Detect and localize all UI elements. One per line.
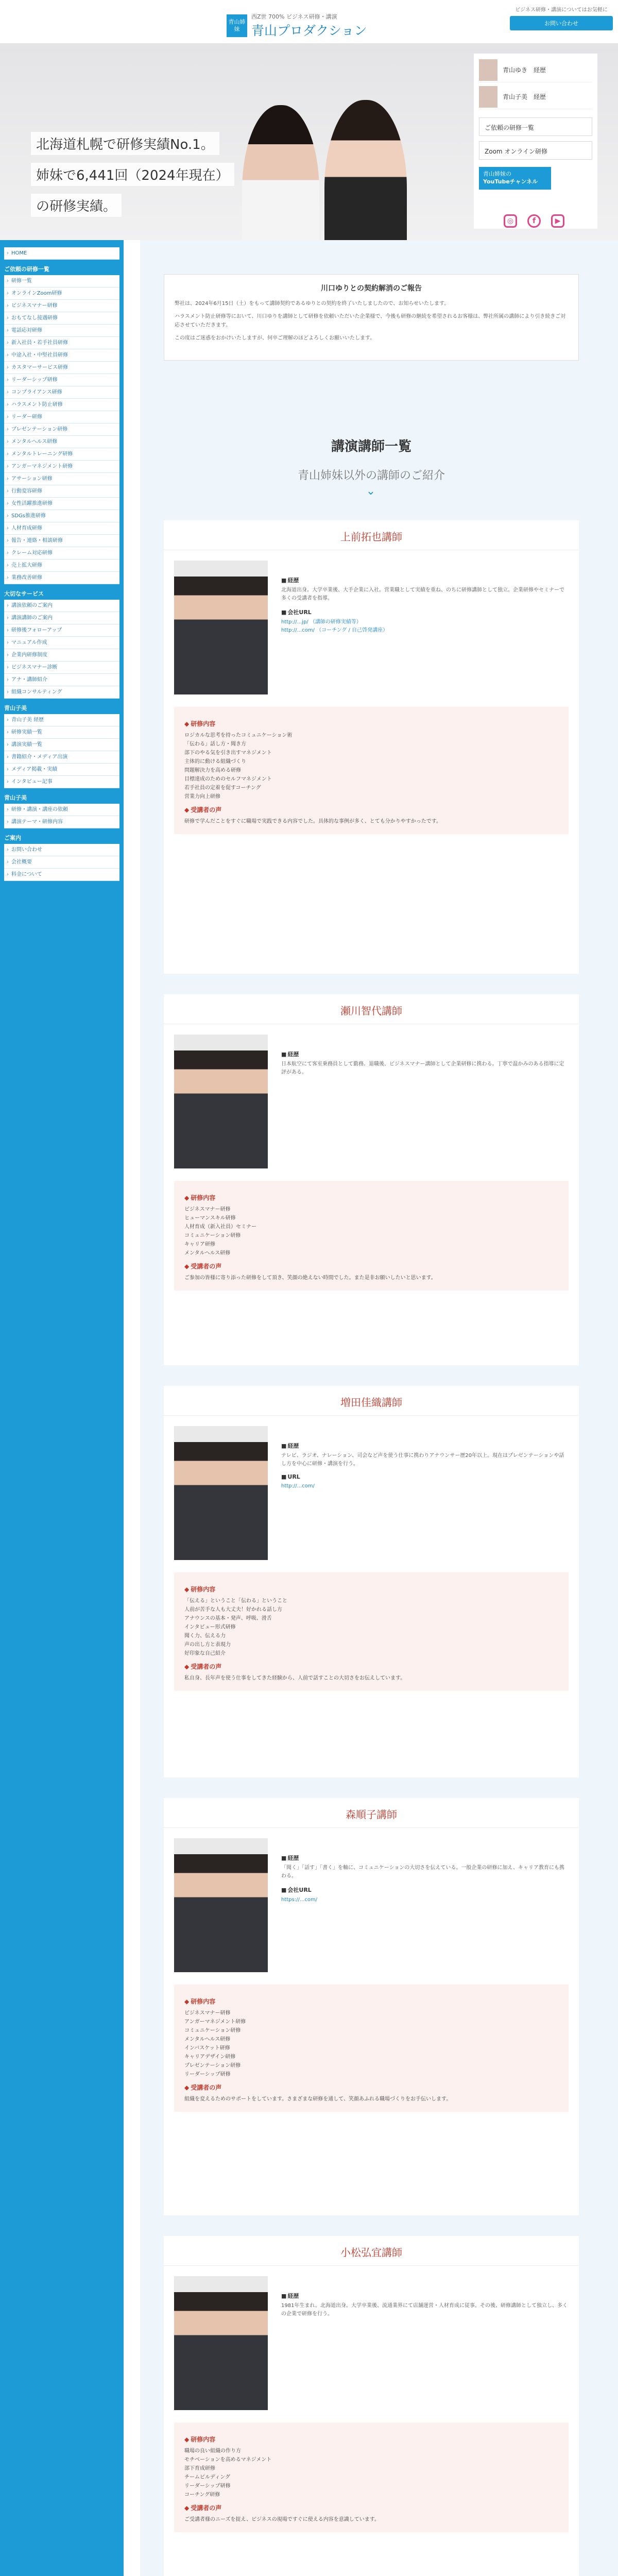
career-text: 北海道出身。大学卒業後、大手企業に入社。営業職として実績を重ね、のちに研修講師として独立。企業研修やセミナーで多くの受講者を指導。: [281, 587, 564, 601]
nav-group-heading: 青山子美: [4, 705, 27, 711]
training-info-box: [174, 1181, 569, 1291]
nav-group-heading: 大切なサービス: [4, 590, 44, 597]
lecturer-url-link[interactable]: http://...jp/ （講師の研修実績等）: [281, 619, 362, 625]
section-subtitle: 青山姉妹以外の講師のご紹介: [297, 469, 445, 482]
sidebar-nav-item[interactable]: › メンタルヘルス研修: [4, 436, 119, 448]
training-menu-item: 好印象な自己紹介: [184, 1651, 226, 1656]
hero-headline-3: の研修実績。: [31, 194, 122, 217]
training-menu-item: 職場の良い組織の作り方: [184, 2448, 241, 2454]
training-menu-item: 部下のやる気を引き出すマネジメント: [184, 750, 272, 756]
left-sidebar-nav: [0, 240, 124, 2576]
training-menu-item: ビジネスマナー研修: [184, 1207, 231, 1212]
sidebar-nav-item[interactable]: › 報告・連絡・相談研修: [4, 535, 119, 547]
lecturer-card: [164, 520, 579, 974]
sidebar-nav-item[interactable]: › リーダー研修: [4, 411, 119, 423]
training-menu-item: チームビルディング: [184, 2475, 230, 2480]
voice-heading: ◆ 受講者の声: [184, 1262, 558, 1270]
sidebar-nav-item[interactable]: › メンタルトレーニング研修: [4, 448, 119, 461]
notice-title: 川口ゆりとの契約解消のご報告: [321, 284, 422, 293]
sidebar-nav-item[interactable]: › アナ・講師紹介: [4, 674, 119, 686]
training-menu-item: 目標達成のためのセルフマネジメント: [184, 776, 272, 782]
profile-label: 青山子美 経歴: [503, 93, 546, 100]
profile-thumbnail: [479, 86, 497, 108]
site-header: [0, 0, 618, 43]
sidebar-nav-item[interactable]: › ビジネスマナー研修: [4, 300, 119, 312]
sidebar-nav-item[interactable]: › 講演講師のご案内: [4, 612, 119, 624]
voice-text: ご参加の皆様に寄り添った研修をして頂き、笑顔の絶えない時間でした。また是非お願いしたいと思います。: [184, 1275, 436, 1281]
training-menu-item: 若手社員の定着を促すコーチング: [184, 785, 261, 791]
training-menu-item: 人前が苦手な人も大丈夫！好かれる話し方: [184, 1607, 282, 1613]
training-list-link[interactable]: ご依頼の研修一覧: [479, 117, 592, 136]
lecturer-photo: [174, 1838, 268, 1972]
notice-paragraph: 弊社は、2024年6月15日（土）をもって講師契約であるゆりとの契約を終了いたしましたので、お知らせいたします。: [175, 301, 450, 307]
training-menu-item: キャリア研修: [184, 1242, 215, 1247]
sidebar-nav-item[interactable]: › ビジネスマナー診断: [4, 662, 119, 674]
notice-box: [164, 274, 579, 361]
nav-group-heading: 青山子美: [4, 794, 27, 801]
lecturer-photo: [174, 561, 268, 694]
training-menu-item: 部下育成研修: [184, 2466, 215, 2471]
career-label: ■ 経歴: [281, 1442, 569, 1450]
career-label: ■ 経歴: [281, 1050, 569, 1058]
youtube-icon[interactable]: ▶: [551, 214, 564, 228]
profile-thumbnail: [479, 59, 497, 81]
training-menu-item: ロジカルな思考を持ったコミュニケーション術: [184, 733, 293, 738]
sidebar-nav-item[interactable]: › 女性活躍推進研修: [4, 498, 119, 510]
profile-label: 青山ゆき 経歴: [503, 66, 546, 74]
lecturer-photo: [174, 1426, 268, 1560]
training-menu-item: リーダーシップ研修: [184, 2072, 231, 2077]
lecturer-name: 森順子講師: [164, 1798, 579, 1828]
voice-heading: ◆ 受講者の声: [184, 805, 558, 814]
section-title: 講演講師一覧: [331, 439, 411, 454]
training-menu-item: ビジネスマナー研修: [184, 2010, 231, 2016]
sidebar-nav-item[interactable]: › アンガーマネジメント研修: [4, 461, 119, 473]
sidebar-nav-item[interactable]: › おもてなし接遇研修: [4, 312, 119, 325]
nav-group-heading: ご依頼の研修一覧: [4, 266, 49, 273]
sidebar-nav-item[interactable]: › 青山子美 経歴: [4, 714, 119, 726]
sidebar-nav-item[interactable]: › 人材育成研修: [4, 522, 119, 535]
training-menu-heading: ◆ 研修内容: [184, 1585, 558, 1594]
url-label: ■ 会社URL: [281, 608, 569, 616]
lecturer-url-link[interactable]: http://...com/: [281, 1483, 315, 1489]
training-menu-item: リーダーシップ研修: [184, 2483, 231, 2489]
sidebar-nav-item[interactable]: › ハラスメント防止研修: [4, 399, 119, 411]
training-menu-heading: ◆ 研修内容: [184, 1193, 558, 1202]
lecturer-photo: [174, 2276, 268, 2410]
sidebar-nav-item[interactable]: › オンラインZoom研修: [4, 287, 119, 300]
career-label: ■ 経歴: [281, 576, 569, 584]
sidebar-nav-item[interactable]: › 組織コンサルティング: [4, 686, 119, 699]
sidebar-nav-item[interactable]: › カスタマーサービス研修: [4, 362, 119, 374]
training-menu-item: プレゼンテーション研修: [184, 2063, 241, 2069]
sidebar-nav-item[interactable]: › 企業内研修制度: [4, 649, 119, 662]
sidebar-nav-item[interactable]: › 研修・講演・講座の依頼: [4, 804, 119, 816]
sidebar-nav-item[interactable]: › HOME: [4, 247, 119, 260]
training-menu-item: 声の出し方と表現力: [184, 1642, 231, 1648]
training-info-box: [174, 1985, 569, 2112]
voice-text: 組織を変えるためのサポートをしています。さまざまな研修を通して、笑顔あふれる職場づくりをお手伝いします。: [184, 2096, 452, 2102]
training-menu-item: ヒューマンスキル研修: [184, 1215, 236, 1221]
sidebar-nav-item[interactable]: › 講演依頼のご案内: [4, 600, 119, 612]
sidebar-nav-item[interactable]: › 会社概要: [4, 856, 119, 869]
notice-paragraph: ハラスメント防止研修等において、川口ゆりを講師として研修を依頼いただいた企業様で、今後も研修の継続を希望されるお客様は、弊社所属の講師により引き続きご対応させていただきます。: [175, 314, 566, 328]
career-label: ■ 経歴: [281, 2292, 569, 2300]
career-text: 1981年生まれ。北海道出身。大学卒業後、流通業界にて店舗運営・人材育成に従事。その後、研修講師として独立し、多くの企業で研修を行う。: [281, 2303, 568, 2317]
chevron-down-icon: ⌄: [366, 485, 376, 498]
voice-heading: ◆ 受講者の声: [184, 1662, 558, 1671]
sidebar-nav-item[interactable]: › クレーム対応研修: [4, 547, 119, 560]
career-text: テレビ、ラジオ、ナレーション、司会など声を使う仕事に携わりアナウンサー歴20年以上。現在はプレゼンテーションや話し方を中心に研修・講演を行う。: [281, 1453, 564, 1467]
url-label: ■ 会社URL: [281, 1886, 569, 1894]
lecturer-url-link[interactable]: http://...com/ （コーチング / 自己啓発講座）: [281, 628, 388, 633]
hero-headline-2: 姉妹で6,441回（2024年現在）: [31, 163, 234, 186]
lecturer-name: 瀬川智代講師: [164, 994, 579, 1024]
voice-heading: ◆ 受講者の声: [184, 2083, 558, 2092]
sidebar-nav-item[interactable]: › メディア掲載・実績: [4, 764, 119, 776]
lecturer-photo: [174, 1035, 268, 1168]
sidebar-nav-item[interactable]: › 新入社員・若手社員研修: [4, 337, 119, 349]
lecturer-card: [164, 1386, 579, 1777]
logo-title: 青山プロダクション: [251, 23, 367, 38]
training-menu-item: 人材育成（新入社員）セミナー: [184, 1224, 256, 1230]
training-menu-item: アナウンスの基本・発声、呼吸、滑舌: [184, 1616, 272, 1621]
training-menu-item: 問題解決力を高める研修: [184, 768, 241, 773]
training-menu-item: 営業力向上研修: [184, 794, 220, 800]
training-menu-heading: ◆ 研修内容: [184, 719, 558, 728]
training-menu-item: キャリアデザイン研修: [184, 2054, 236, 2060]
sidebar-nav-item[interactable]: › 行動変容研修: [4, 485, 119, 498]
sidebar-nav-item[interactable]: › コンプライアンス研修: [4, 386, 119, 399]
inquiry-button[interactable]: お問い合わせ: [510, 16, 613, 30]
nav-group-heading: ご案内: [4, 835, 21, 841]
sidebar-nav-item[interactable]: › 研修後フォローアップ: [4, 624, 119, 637]
training-menu-item: コーチング研修: [184, 2492, 220, 2498]
sidebar-nav-item[interactable]: › 売上拡大研修: [4, 560, 119, 572]
header-note: ビジネス研修・講演についてはお気軽に: [515, 7, 608, 13]
training-menu-item: コミュニケーション研修: [184, 2028, 241, 2033]
lecturer-name: 小松弘宜講師: [164, 2236, 579, 2266]
facebook-icon[interactable]: f: [527, 214, 541, 228]
training-menu-item: インバスケット研修: [184, 2045, 230, 2051]
sidebar-nav-item[interactable]: › 業務改善研修: [4, 572, 119, 584]
sidebar-nav-item[interactable]: › お問い合わせ: [4, 844, 119, 856]
lecturer-name: 増田佳織講師: [164, 1386, 579, 1416]
site-logo[interactable]: [227, 12, 367, 39]
career-text: 日本航空にて客室乗務員として勤務。退職後、ビジネスマナー講師として企業研修に携わる。丁寧で温かみのある指導に定評がある。: [281, 1061, 564, 1075]
training-menu-item: コミュニケーション研修: [184, 1233, 241, 1239]
url-label: ■ URL: [281, 1473, 569, 1480]
sidebar-nav-item[interactable]: › 講演実績一覧: [4, 739, 119, 751]
training-info-box: [174, 1572, 569, 1691]
lecturer-card: [164, 1798, 579, 2215]
career-text: 「聞く」「話す」「書く」を軸に、コミュニケーションの大切さを伝えている。一般企業の研修に加え、キャリア教育にも携わる。: [281, 1865, 564, 1879]
profile-link-kumi[interactable]: [479, 84, 592, 109]
career-label: ■ 経歴: [281, 1854, 569, 1862]
training-info-box: [174, 707, 569, 834]
lecturer-card: [164, 994, 579, 1365]
voice-text: 私自身、長年声を使う仕事をしてきた経験から、人前で話すことの大切さをお伝えしています。: [184, 1675, 406, 1681]
sidebar-nav-item[interactable]: › マニュアル作成: [4, 637, 119, 649]
voice-text: 研修で学んだことをすぐに職場で実践できる内容でした。具体的な事例が多く、とても分かりやすかったです。: [184, 819, 441, 824]
instagram-icon[interactable]: ◎: [504, 214, 517, 228]
sidebar-nav-item[interactable]: › 研修実績一覧: [4, 726, 119, 739]
youtube-banner-line1: 青山姉妹の: [483, 171, 511, 177]
training-menu-item: 主体的に動ける組織づくり: [184, 759, 246, 765]
notice-paragraph: この度はご迷惑をおかけいたしますが、何卒ご理解のほどよろしくお願いいたします。: [175, 335, 375, 341]
training-menu-item: 聞く力、伝える力: [184, 1633, 226, 1639]
training-menu-heading: ◆ 研修内容: [184, 2435, 558, 2444]
sidebar-nav-item[interactable]: › アサーション研修: [4, 473, 119, 485]
training-info-box: [174, 2422, 569, 2532]
sidebar-nav-item[interactable]: › 電話応対研修: [4, 325, 119, 337]
lecturer-url-link[interactable]: https://...com/: [281, 1897, 318, 1903]
zoom-training-link[interactable]: Zoom オンライン研修: [479, 141, 592, 160]
hero-headline-1: 北海道札幌で研修実績No.1。: [31, 132, 219, 155]
training-menu-item: 「伝わる」話し方・聞き方: [184, 741, 246, 747]
sidebar-nav-item[interactable]: › SDGs推進研修: [4, 510, 119, 522]
youtube-channel-banner[interactable]: [479, 167, 551, 190]
training-menu-item: モチベーションを高めるマネジメント: [184, 2457, 272, 2463]
sidebar-nav-item[interactable]: › プレゼンテーション研修: [4, 423, 119, 436]
training-menu-item: アンガーマネジメント研修: [184, 2019, 246, 2025]
sidebar-nav-item[interactable]: › 書籍紹介・メディア出演: [4, 751, 119, 764]
voice-text: ご受講者様のニーズを捉え、ビジネスの現場ですぐに使える内容を意識しています。: [184, 2517, 380, 2522]
lecturer-card: [164, 2236, 579, 2576]
sidebar-nav-item[interactable]: › 講演テーマ・研修内容: [4, 816, 119, 828]
training-menu-item: メンタルヘルス研修: [184, 1250, 231, 1256]
logo-subtitle: 西Z世 700% ビジネス研修・講演: [251, 13, 337, 20]
training-menu-item: メンタルヘルス研修: [184, 2037, 231, 2042]
logo-mark: 青山姉妹: [227, 14, 247, 37]
profile-link-yuki[interactable]: [479, 58, 592, 82]
sidebar-nav-item[interactable]: › リーダーシップ研修: [4, 374, 119, 386]
voice-heading: ◆ 受講者の声: [184, 2503, 558, 2512]
lecturer-name: 上前拓也講師: [164, 520, 579, 550]
hero-side-panel: [474, 54, 597, 229]
training-menu-item: インタビュー形式研修: [184, 1624, 236, 1630]
sidebar-nav-item[interactable]: › 料金について: [4, 869, 119, 881]
youtube-banner-line2: YouTubeチャンネル: [483, 178, 538, 185]
sidebar-nav-item[interactable]: › 研修一覧: [4, 275, 119, 287]
training-menu-item: 「伝える」ということ「伝わる」ということ: [184, 1598, 287, 1604]
sidebar-nav-item[interactable]: › インタビュー記事: [4, 776, 119, 788]
sidebar-nav-item[interactable]: › 中途入社・中堅社員研修: [4, 349, 119, 362]
training-menu-heading: ◆ 研修内容: [184, 1997, 558, 2006]
